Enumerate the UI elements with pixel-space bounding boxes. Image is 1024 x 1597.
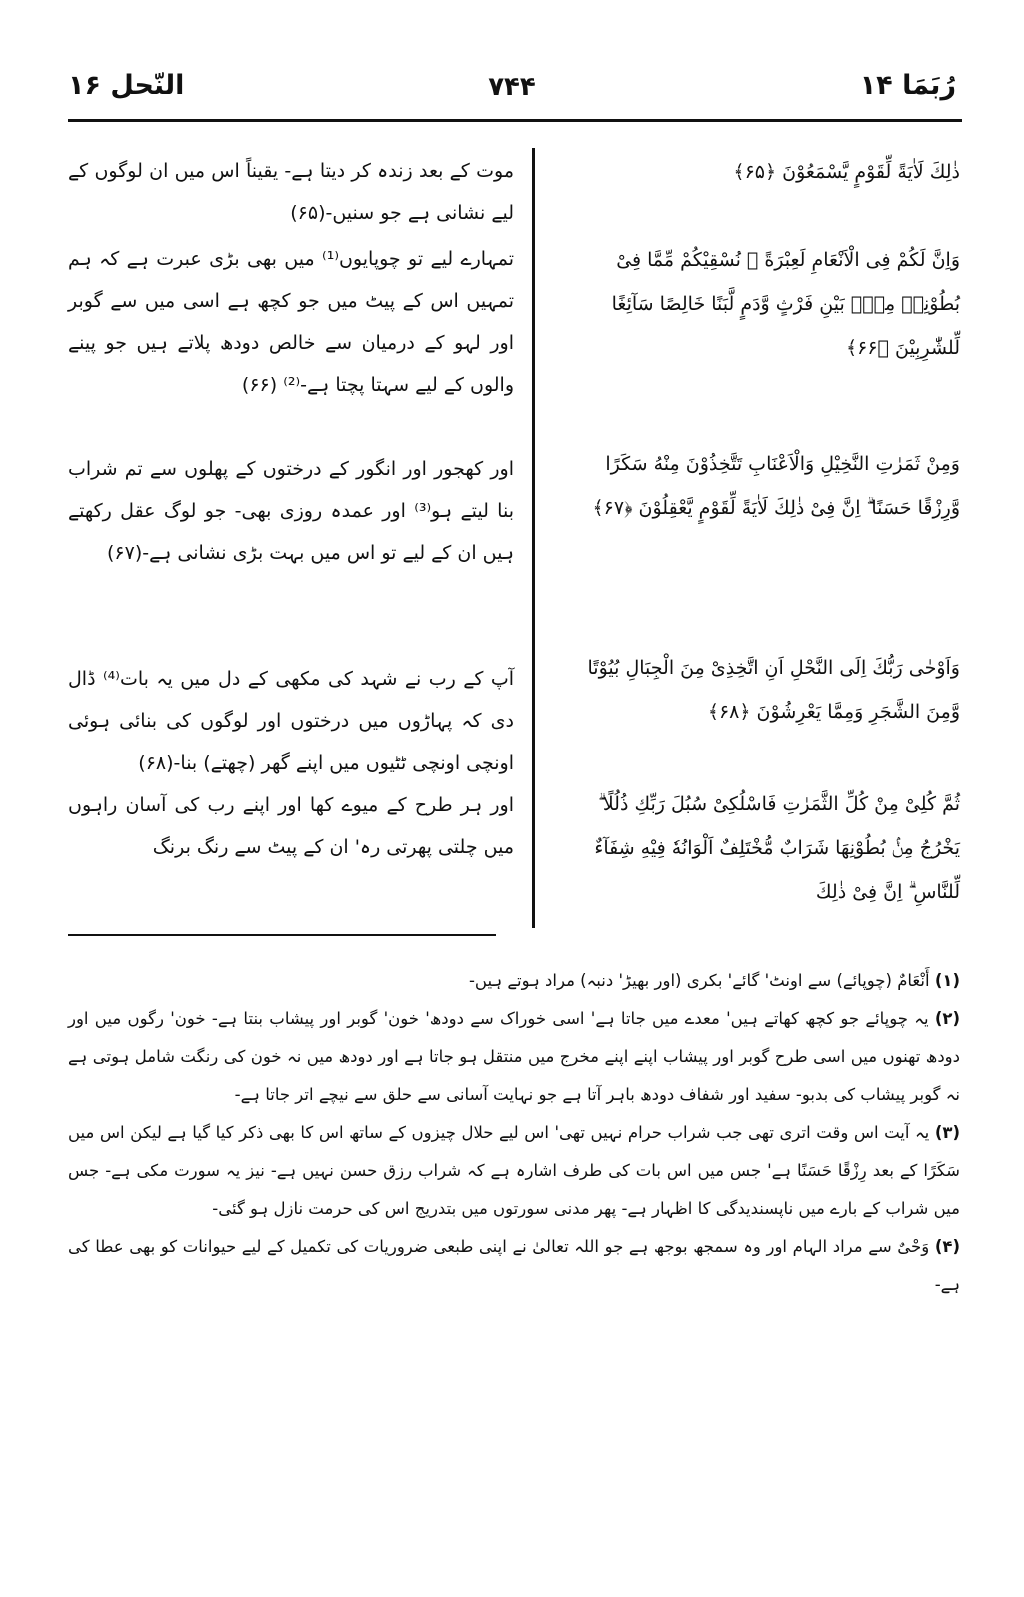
translation-69: اور ہر طرح کے میوے کھا اور اپنے رب کی آسان راہوں میں چلتی پھرتی رہ' ان کے پیٹ سے رنگ برنگ <box>68 794 514 858</box>
footnote-text: یہ آیت اس وقت اتری تھی جب شراب حرام نہیں تھی' اس لیے حلال چیزوں کے ساتھ اس کا بھی ذکر کیا گیا ہے لیکن اس میں سَکَرًا کے بعد رِزْقًا حَسَنًا ہے' جس میں اس بات کی طرف اشارہ ہے کہ شراب رزق حسن نہیں ہے- نیز یہ سورت مکی ہے- جس میں شراب کے بارے میں ناپسندیدگی کا اظہار ہے- پھر مدنی سورتوں میں بتدریج اس کی حرمت نازل ہو گئی- <box>68 1123 960 1218</box>
translation-65: موت کے بعد زندہ کر دیتا ہے- یقیناً اس میں ان لوگوں کے لیے نشانی ہے جو سنیں-(۶۵) <box>68 160 514 224</box>
footnote-number: (۱) <box>934 971 960 990</box>
footnote-1 <box>68 962 960 1000</box>
column-divider <box>532 148 535 928</box>
urdu-translation-column <box>68 150 514 920</box>
ayah-69: ثُمَّ كُلِىْ مِنْ كُلِّ الثَّمَرٰتِ فَاسْلُكِىْ سُبُلَ رَبِّكِ ذُلُلًا ۗ يَخْرُجُ مِنْۢ بُطُوْنِهَا شَرَابٌ مُّخْتَلِفٌ اَلْوَانُهٗ فِيْهِ شِفَآءٌ لِّلنَّاسِ ۗ اِنَّ فِىْ ذٰلِكَ <box>594 793 960 903</box>
footnote-4 <box>68 1228 960 1304</box>
arabic-text-column <box>560 150 960 910</box>
surah-name: النّحل ۱۶ <box>68 70 185 101</box>
juz-name: رُبَمَا ۱۴ <box>859 70 956 101</box>
page-number: ۷۴۴ <box>488 72 536 102</box>
translation-68: آپ کے رب نے شہد کی مکھی کے دل میں یہ بات⁽⁴⁾ ڈال دی کہ پہاڑوں میں درختوں اور لوگوں کی بنائی ہوئی اونچی اونچی ٹٹیوں میں اپنے گھر (چھتے) بنا-(۶۸) <box>68 668 514 774</box>
translation-66: تمہارے لیے تو چوپایوں⁽¹⁾ میں بھی بڑی عبرت ہے کہ ہم تمہیں اس کے پیٹ میں جو کچھ ہے اسی میں سے گوبر اور لہو کے درمیان سے خالص دودھ پلاتے ہیں جو پینے والوں کے لیے سہتا پچتا ہے-⁽²⁾ (۶۶) <box>68 248 514 396</box>
footnote-2 <box>68 1000 960 1114</box>
footnote-divider <box>68 934 496 936</box>
footnote-text: أَنْعَامٌ (چوپائے) سے اونٹ' گائے' بکری (اور بھیڑ' دنبہ) مراد ہوتے ہیں- <box>468 971 930 990</box>
ayah-67: وَمِنْ ثَمَرٰتِ النَّخِيْلِ وَالْاَعْنَابِ تَتَّخِذُوْنَ مِنْهُ سَكَرًا وَّرِزْقًا حَسَنًا ۗ اِنَّ فِىْ ذٰلِكَ لَاٰيَةً لِّقَوْمٍ يَّعْقِلُوْنَ ﴿۶۷﴾ <box>592 453 960 519</box>
footnote-number: (۴) <box>934 1237 960 1256</box>
footnote-text: یہ چوپائے جو کچھ کھاتے ہیں' معدے میں جاتا ہے' اسی خوراک سے دودھ' خون' گوبر اور پیشاب بنتا ہے- خون' رگوں میں اور دودھ تھنوں میں اسی طرح گوبر اور پیشاب اپنے اپنے مخرج میں منتقل ہو جاتا ہے اور دودھ میں نہ خون کی رنگت شامل ہوتی ہے نہ گوبر پیشاب کی بدبو- سفید اور شفاف دودھ باہر آتا ہے جو نہایت آسانی سے حلق سے نیچے اتر جاتا ہے- <box>68 1009 960 1104</box>
ayah-68: وَاَوْحٰى رَبُّكَ اِلَى النَّحْلِ اَنِ اتَّخِذِىْ مِنَ الْجِبَالِ بُيُوْتًا وَّمِنَ الشَّجَرِ وَمِمَّا يَعْرِشُوْنَ ﴿۶۸﴾ <box>587 657 960 723</box>
header-divider <box>68 119 962 122</box>
footnote-number: (۲) <box>934 1009 960 1028</box>
footnote-text: وَحْیٌ سے مراد الہام اور وہ سمجھ بوجھ ہے جو اللہ تعالیٰ نے اپنی طبعی ضروریات کی تکمیل کے لیے حیوانات کو بھی عطا کی ہے- <box>68 1237 960 1294</box>
footnote-number: (۳) <box>934 1123 960 1142</box>
footnotes <box>68 962 960 1304</box>
footnote-3 <box>68 1114 960 1228</box>
ayah-66: وَاِنَّ لَكُمْ فِى الْاَنْعَامِ لَعِبْرَةً ۚ نُسْقِيْكُمْ مِّمَّا فِىْ بُطُوْنِهٖ مِنْۢ بَيْنِ فَرْثٍ وَّدَمٍ لَّبَنًا خَالِصًا سَآئِغًا لِّلشّٰرِبِيْنَ ﴿۶۶﴾ <box>611 249 960 359</box>
ayah-65: ذٰلِكَ لَاٰيَةً لِّقَوْمٍ يَّسْمَعُوْنَ ﴿۶۵﴾ <box>733 161 960 183</box>
page-header <box>68 70 956 118</box>
translation-67: اور کھجور اور انگور کے درختوں کے پھلوں سے تم شراب بنا لیتے ہو⁽³⁾ اور عمدہ روزی بھی- جو لوگ عقل رکھتے ہیں ان کے لیے تو اس میں بہت بڑی نشانی ہے-(۶۷) <box>68 458 514 564</box>
